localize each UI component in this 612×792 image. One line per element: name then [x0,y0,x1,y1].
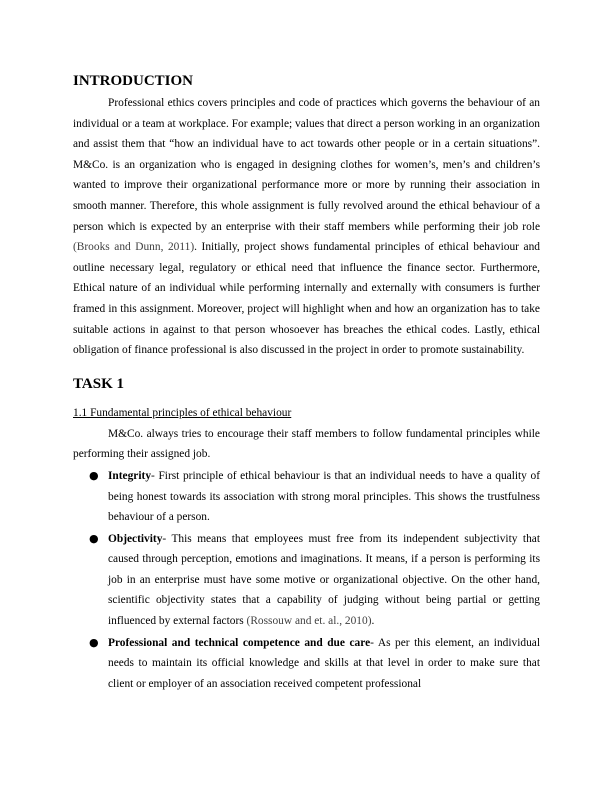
introduction-paragraph [73,93,540,361]
introduction-text-part1: Professional ethics covers principles and code of practices which governs the behaviour of an individual or a team at workplace. For example; values that direct a person working in an organization and assist them that “how an individual have to act towards other people or in a certain situations”. M&Co. is an organization who is engaged in designing clothes for women’s, men’s and children’s wanted to improve their organizational performance more or more by running their association in smooth manner. Therefore, this whole assignment is fully revolved around the ethical behaviour of a person which is expected by an enterprise with their staff members while performing their job role [73,97,540,233]
principle-text: As per this element, an individual needs to maintain its official knowledge and skills at that level in order to make sure that client or employer of an association received competent professional [108,636,540,690]
principle-professional-competence [73,633,540,695]
task1-subheading: 1.1 Fundamental principles of ethical behaviour [73,406,292,419]
principle-term: Objectivity [108,532,163,545]
principle-term: Professional and technical competence and due care [108,636,371,649]
bullet-icon: ● [89,635,99,649]
principle-text-end: . [371,615,375,628]
task1-heading: TASK 1 [73,375,124,392]
document-page [73,66,540,694]
principle-citation: (Rossouw and et. al., 2010) [246,615,372,628]
principle-separator: - [162,532,172,545]
introduction-heading: INTRODUCTION [73,73,194,89]
principle-text: This means that employees must free from its independent subjectivity that caused through perception, emotions and imaginations. It means, if a person is performing its job in an enterprise must have some motive or organizational objective. On the other hand, scientific objectivity states that a capability of judging without being partial or getting influenced by external factors [108,532,540,628]
introduction-citation: (Brooks and Dunn, 2011) [73,241,195,254]
principle-separator: - [151,469,159,482]
principle-text: First principle of ethical behaviour is that an individual needs to have a quality of being honest towards its association with strong moral principles. This shows the trustfulness behaviour of a person. [108,469,540,524]
task1-lead-paragraph: M&Co. always tries to encourage their staff members to follow fundamental principles while performing their assigned job. [73,427,540,461]
principle-objectivity [73,529,540,632]
principle-term: Integrity [108,469,152,482]
principles-list [73,466,540,695]
introduction-text-part2: . Initially, project shows fundamental principles of ethical behaviour and outline necessary legal, regulatory or ethical need that influence the finance sector. Furthermore, Ethical nature of an individual while performing internally and externally with consumers is further framed in this assignment. Moreover, project will highlight when and how an organization has to take suitable actions in against to that person whosoever has breaches the ethical codes. Lastly, ethical obligation of finance professional is also discussed in the project in order to promote sustainability. [73,241,540,357]
bullet-icon: ● [89,531,99,545]
principle-separator: - [370,636,378,649]
bullet-icon: ● [89,468,99,482]
principle-integrity [73,466,540,528]
